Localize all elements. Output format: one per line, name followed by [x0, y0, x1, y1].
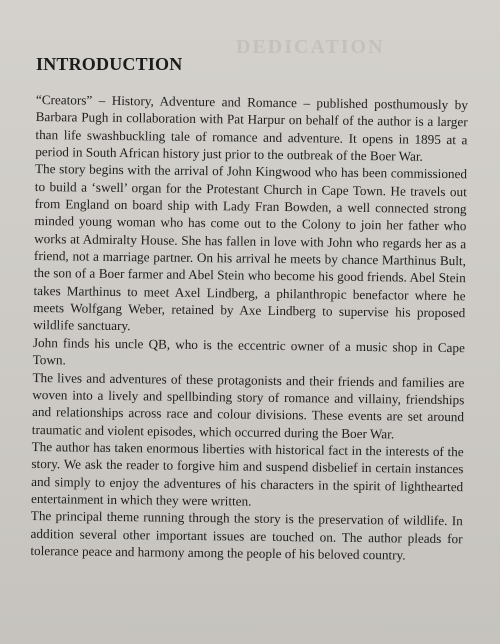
paragraph-uncle-qb: John finds his uncle QB, who is the eccentric owner of a music shop in Cape Town.	[32, 334, 465, 368]
bleed-through-heading: DEDICATION	[236, 36, 385, 58]
paragraph-overview: “Creators” – History, Adventure and Romance – published posthumously by Barbara Pugh in collaboration with Pat Harpur on behalf of the author is a larger than life swashbuckling tale of romance and adventure. It opens in 1895 at a period in South African history just prior to the outbreak of the Boer War.	[35, 91, 468, 164]
paragraph-principal-theme: The principal theme running through the story is the preservation of wildlife. In addition several other important issues are touched on. The author pleads for tolerance peace and harmony among the people of his beloved country.	[30, 508, 463, 563]
paragraph-author-liberties: The author has taken enormous liberties with historical fact in the interests of the story. We ask the reader to forgive him and suspend disbelief in certain instances and simply to enjoy the adventures of his characters in the spirit of lighthearted entertainment in which they were written.	[30, 438, 464, 509]
paragraph-lives-adventures: The lives and adventures of these protagonists and their friends and families are woven into a lively and spellbinding story of romance and villainy, friendships and relationships across race and colour divisions. These events are set around traumatic and violent episodes, which occurred during the Boer War.	[31, 369, 465, 441]
introduction-body	[30, 91, 468, 565]
paragraph-story-begins: The story begins with the arrival of John Kingwood who has been commissioned to build a ‘swell’ organ for the Protestant Church in Cape Town. He travels out from England on board ship with Lady Fran Bowden, a well connected strong minded young woman who has come out to the Colony to join her father who works at Admiralty House. She has fallen in love with John who regards her as a friend, not a marriage partner. On his arrival he meets by chance Marthinus Bult, the son of a Boer farmer and Abel Stein who become his good friends. Abel Stein takes Marthinus to meet Axel Lindberg, a philanthropic benefactor where he meets Wolfgang Weber, retained by Axe Lindberg to supervise his proposed wildlife sanctuary.	[33, 161, 468, 334]
page-title: INTRODUCTION	[36, 54, 183, 74]
